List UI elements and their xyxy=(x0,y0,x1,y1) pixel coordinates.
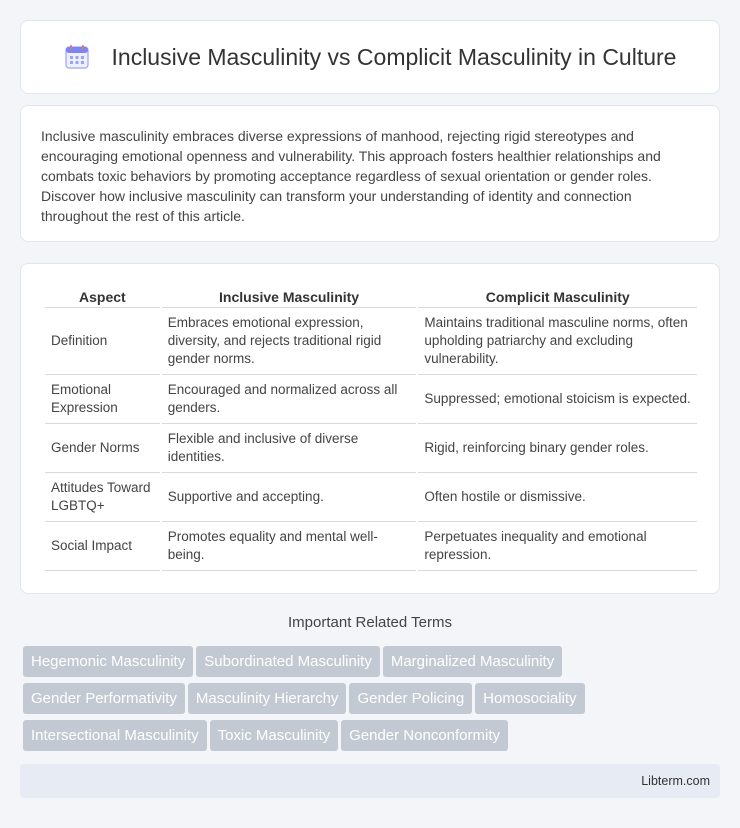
footer-site-link[interactable]: Libterm.com xyxy=(641,774,710,788)
related-term-tag[interactable]: Subordinated Masculinity xyxy=(196,646,380,677)
related-term-tag[interactable]: Hegemonic Masculinity xyxy=(23,646,193,677)
table-row xyxy=(45,375,697,424)
column-header-complicit: Complicit Masculinity xyxy=(418,286,697,308)
table-cell: Perpetuates inequality and emotional repression. xyxy=(418,522,697,571)
intro-text: Inclusive masculinity embraces diverse expressions of manhood, rejecting rigid stereotypes and encouraging emotional openness and vulnerability. This approach fosters healthier relationships and combats toxic behaviors by promoting acceptance regardless of sexual orientation or gender roles. Discover how inclusive masculinity can transform your understanding of identity and connection throughout the rest of this article. xyxy=(41,128,661,224)
related-term-tag[interactable]: Homosociality xyxy=(475,683,584,714)
intro-card xyxy=(20,105,720,242)
related-terms-list xyxy=(23,646,723,757)
table-header-row xyxy=(45,286,697,308)
table-row xyxy=(45,308,697,375)
table-cell: Supportive and accepting. xyxy=(162,473,417,522)
table-cell: Flexible and inclusive of diverse identities. xyxy=(162,424,417,473)
table-cell: Rigid, reinforcing binary gender roles. xyxy=(418,424,697,473)
table-cell: Definition xyxy=(45,308,160,375)
related-terms-title: Important Related Terms xyxy=(288,614,452,631)
page-title: Inclusive Masculinity vs Complicit Masculinity in Culture xyxy=(111,43,677,70)
related-term-tag[interactable]: Gender Nonconformity xyxy=(341,720,508,751)
table-cell: Often hostile or dismissive. xyxy=(418,473,697,522)
comparison-card xyxy=(20,263,720,594)
table-cell: Social Impact xyxy=(45,522,160,571)
related-term-tag[interactable]: Toxic Masculinity xyxy=(210,720,339,751)
table-cell: Gender Norms xyxy=(45,424,160,473)
related-term-tag[interactable]: Gender Policing xyxy=(349,683,472,714)
table-row xyxy=(45,522,697,571)
comparison-table xyxy=(43,286,699,571)
table-cell: Attitudes Toward LGBTQ+ xyxy=(45,473,160,522)
table-row xyxy=(45,473,697,522)
calendar-grid-icon xyxy=(64,44,90,70)
table-row xyxy=(45,424,697,473)
column-header-aspect: Aspect xyxy=(45,286,160,308)
related-term-tag[interactable]: Gender Performativity xyxy=(23,683,185,714)
related-term-tag[interactable]: Marginalized Masculinity xyxy=(383,646,562,677)
table-cell: Embraces emotional expression, diversity, and rejects traditional rigid gender norms. xyxy=(162,308,417,375)
header-card xyxy=(20,20,720,94)
table-cell: Emotional Expression xyxy=(45,375,160,424)
related-term-tag[interactable]: Intersectional Masculinity xyxy=(23,720,207,751)
table-cell: Encouraged and normalized across all genders. xyxy=(162,375,417,424)
table-cell: Promotes equality and mental well-being. xyxy=(162,522,417,571)
related-term-tag[interactable]: Masculinity Hierarchy xyxy=(188,683,347,714)
table-cell: Suppressed; emotional stoicism is expected. xyxy=(418,375,697,424)
footer xyxy=(20,764,720,798)
column-header-inclusive: Inclusive Masculinity xyxy=(162,286,417,308)
table-cell: Maintains traditional masculine norms, often upholding patriarchy and excluding vulnerability. xyxy=(418,308,697,375)
